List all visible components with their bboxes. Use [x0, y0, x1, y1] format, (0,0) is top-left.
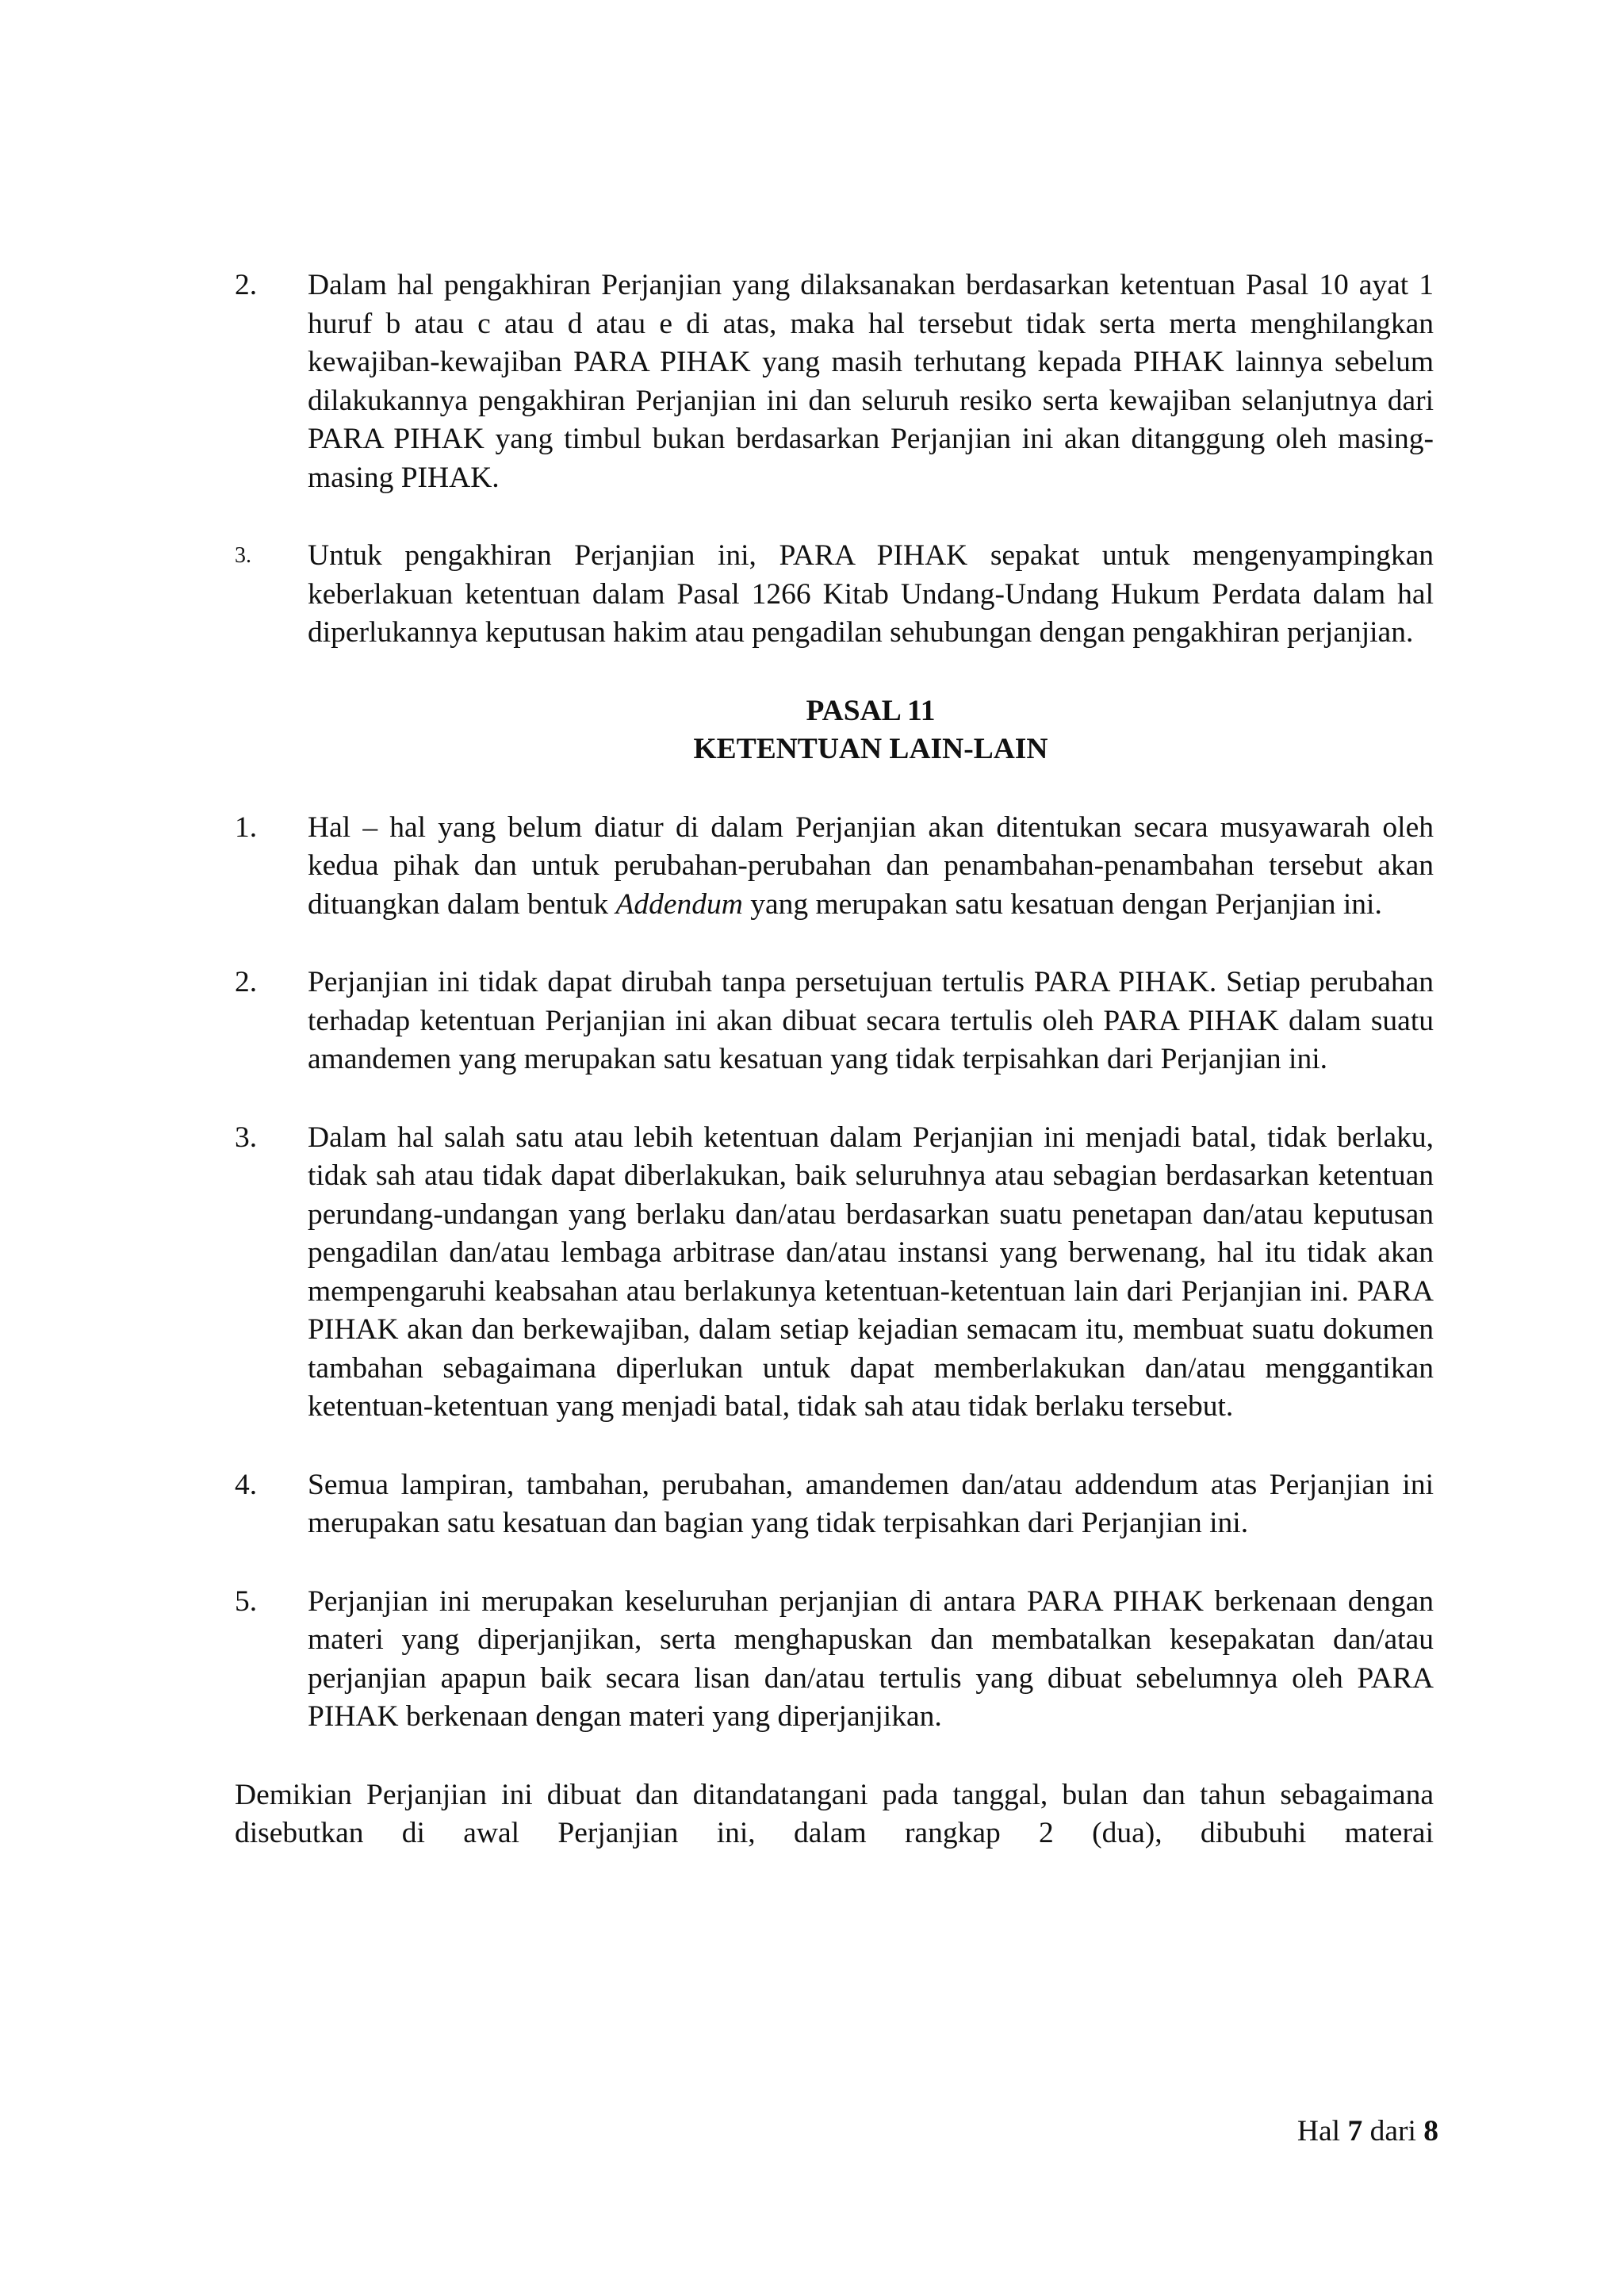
item-text: Untuk pengakhiran Perjanjian ini, PARA PIHAK sepakat untuk mengenyampingkan keberlakuan ketentuan dalam Pasal 1266 Kitab Undang-Undang Hukum Perdata dalam hal diperlukannya keputusan hakim atau pengadilan sehubungan dengan pengakhiran perjanjian.	[308, 539, 1434, 649]
item-text: Perjanjian ini tidak dapat dirubah tanpa persetujuan tertulis PARA PIHAK. Setiap perubahan terhadap ketentuan Perjanjian ini akan dibuat secara tertulis oleh PARA PIHAK dalam suatu amandemen yang merupakan satu kesatuan yang tidak terpisahkan dari Perjanjian ini.	[308, 966, 1434, 1075]
item-number: 4.	[235, 1468, 258, 1501]
closing-paragraph: Demikian Perjanjian ini dibuat dan ditandatangani pada tanggal, bulan dan tahun sebagaimana disebutkan di awal Perjanjian ini, dalam rangkap 2 (dua), dibubuhi materai	[235, 1778, 1434, 1849]
section-subtitle: KETENTUAN LAIN-LAIN	[693, 733, 1048, 765]
item-number: 1.	[235, 810, 258, 844]
item-text-italic: Addendum	[615, 887, 743, 921]
page-prefix: Hal	[1297, 2115, 1341, 2147]
item-number: 5.	[235, 1584, 258, 1618]
item-text: Dalam hal salah satu atau lebih ketentuan dalam Perjanjian ini menjadi batal, tidak berlaku, tidak sah atau tidak dapat diberlakukan, baik seluruhnya atau sebagian berdasarkan ketentuan perundang-undangan yang berlaku dan/atau berdasarkan suatu penetapan dan/atau keputusan pengadilan dan/atau lembaga arbitrase dan/atau instansi yang berwenang, hal itu tidak akan mempengaruhi keabsahan atau berlakunya ketentuan-ketentuan lain dari Perjanjian ini. PARA PIHAK akan dan berkewajiban, dalam setiap kejadian semacam itu, membuat suatu dokumen tambahan sebagaimana diperlukan untuk dapat memberlakukan dan/atau menggantikan ketentuan-ketentuan yang menjadi batal, tidak sah atau tidak berlaku tersebut.	[308, 1121, 1434, 1423]
item-text-start: Hal – hal yang belum diatur di dalam Perjanjian akan ditentukan secara musyawarah oleh kedua pihak dan untuk perubahan-perubahan dan penambahan-penambahan tersebut akan dituangkan dalam bentuk	[308, 810, 1434, 921]
section11-item-5	[235, 1583, 1434, 1737]
item-text-end: yang merupakan satu kesatuan dengan Perjanjian ini.	[742, 887, 1382, 921]
page-middle: dari	[1369, 2115, 1416, 2147]
page-current: 7	[1347, 2115, 1363, 2147]
document-body	[235, 266, 1434, 1853]
page-total: 8	[1423, 2115, 1438, 2147]
item-number: 2.	[235, 966, 258, 998]
section-title: PASAL 11	[806, 694, 936, 727]
item-text: Perjanjian ini merupakan keseluruhan perjanjian di antara PARA PIHAK berkenaan dengan materi yang diperjanjikan, serta menghapuskan dan membatalkan kesepakatan dan/atau perjanjian apapun baik secara lisan dan/atau tertulis yang dibuat sebelumnya oleh PARA PIHAK berkenaan dengan materi yang diperjanjikan.	[308, 1584, 1434, 1733]
item-text: Dalam hal pengakhiran Perjanjian yang dilaksanakan berdasarkan ketentuan Pasal 10 ayat 1 huruf b atau c atau d atau e di atas, maka hal tersebut tidak serta merta menghilangkan kewajiban-kewajiban PARA PIHAK yang masih terhutang kepada PIHAK lainnya sebelum dilakukannya pengakhiran Perjanjian ini dan seluruh resiko serta kewajiban selanjutnya dari PARA PIHAK yang timbul bukan berdasarkan Perjanjian ini akan ditanggung oleh masing-masing PIHAK.	[308, 269, 1434, 494]
section11-item-4	[235, 1466, 1434, 1543]
section11-item-2	[235, 964, 1434, 1079]
item-text: Semua lampiran, tambahan, perubahan, amandemen dan/atau addendum atas Perjanjian ini merupakan satu kesatuan dan bagian yang tidak terpisahkan dari Perjanjian ini.	[308, 1468, 1434, 1539]
section11-item-3	[235, 1119, 1434, 1427]
section10-item-3	[235, 537, 1434, 653]
item-number: 2.	[235, 269, 258, 301]
item-number: 3.	[235, 543, 251, 568]
page-number	[1297, 2113, 1438, 2151]
section11-item-1	[235, 809, 1434, 925]
item-number: 3.	[235, 1121, 258, 1154]
section10-item-2	[235, 266, 1434, 497]
